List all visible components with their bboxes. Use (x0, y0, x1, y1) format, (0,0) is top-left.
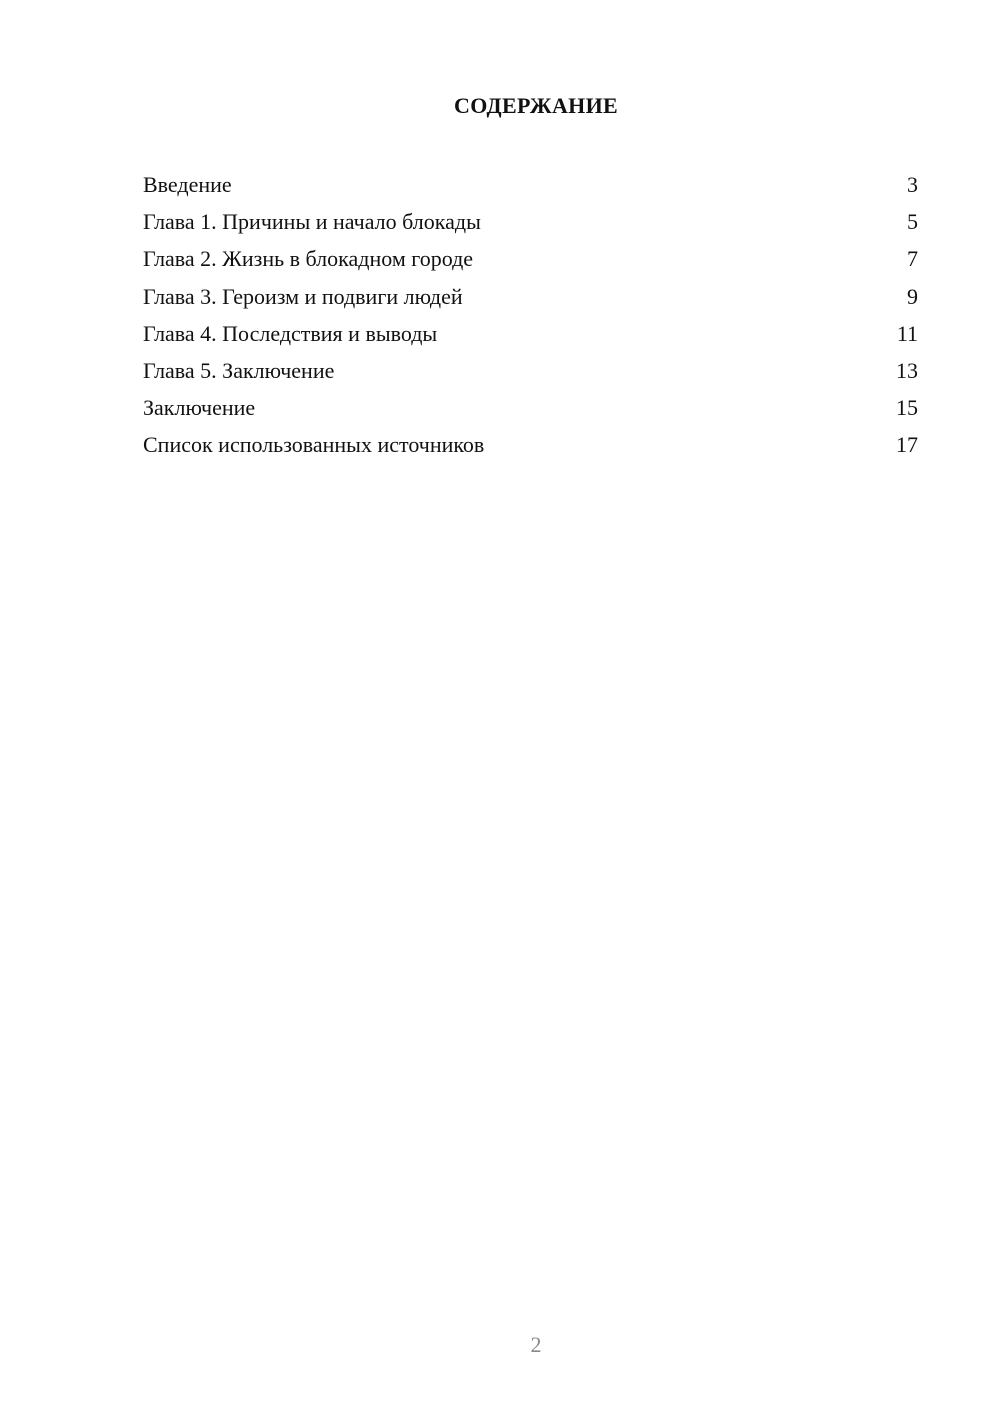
toc-entry (143, 317, 918, 354)
toc-entry-page-number: 17 (896, 432, 918, 458)
toc-entry-page-number: 7 (907, 246, 918, 272)
toc-entry-label: Заключение (143, 395, 256, 421)
toc-entry-label: Глава 4. Последствия и выводы (143, 320, 438, 346)
toc-entry-label: Глава 2. Жизнь в блокадном городе (143, 246, 474, 272)
page-number: 2 (530, 1332, 542, 1357)
toc-title: СОДЕРЖАНИЕ (454, 93, 618, 118)
toc-entry (143, 242, 918, 279)
toc-entry (143, 205, 918, 242)
toc-entry-page-number: 5 (907, 209, 918, 235)
toc-entry-label: Глава 5. Заключение (143, 357, 335, 383)
toc-entry-page-number: 9 (907, 283, 918, 309)
toc-entry-label: Список использованных источников (143, 432, 485, 458)
toc-entry-label: Глава 1. Причины и начало блокады (143, 209, 481, 235)
toc-entry-label: Введение (143, 172, 232, 197)
toc-entry (143, 428, 918, 465)
table-of-contents (143, 168, 918, 466)
toc-entry (143, 168, 918, 205)
toc-entry (143, 391, 918, 428)
toc-entry-page-number: 15 (896, 395, 918, 421)
toc-entry-page-number: 11 (896, 320, 918, 346)
toc-entry-label: Глава 3. Героизм и подвиги людей (143, 283, 463, 309)
toc-entry (143, 354, 918, 391)
toc-entry-page-number: 13 (896, 357, 918, 383)
toc-entry-page-number: 3 (907, 172, 918, 197)
toc-entry (143, 280, 918, 317)
